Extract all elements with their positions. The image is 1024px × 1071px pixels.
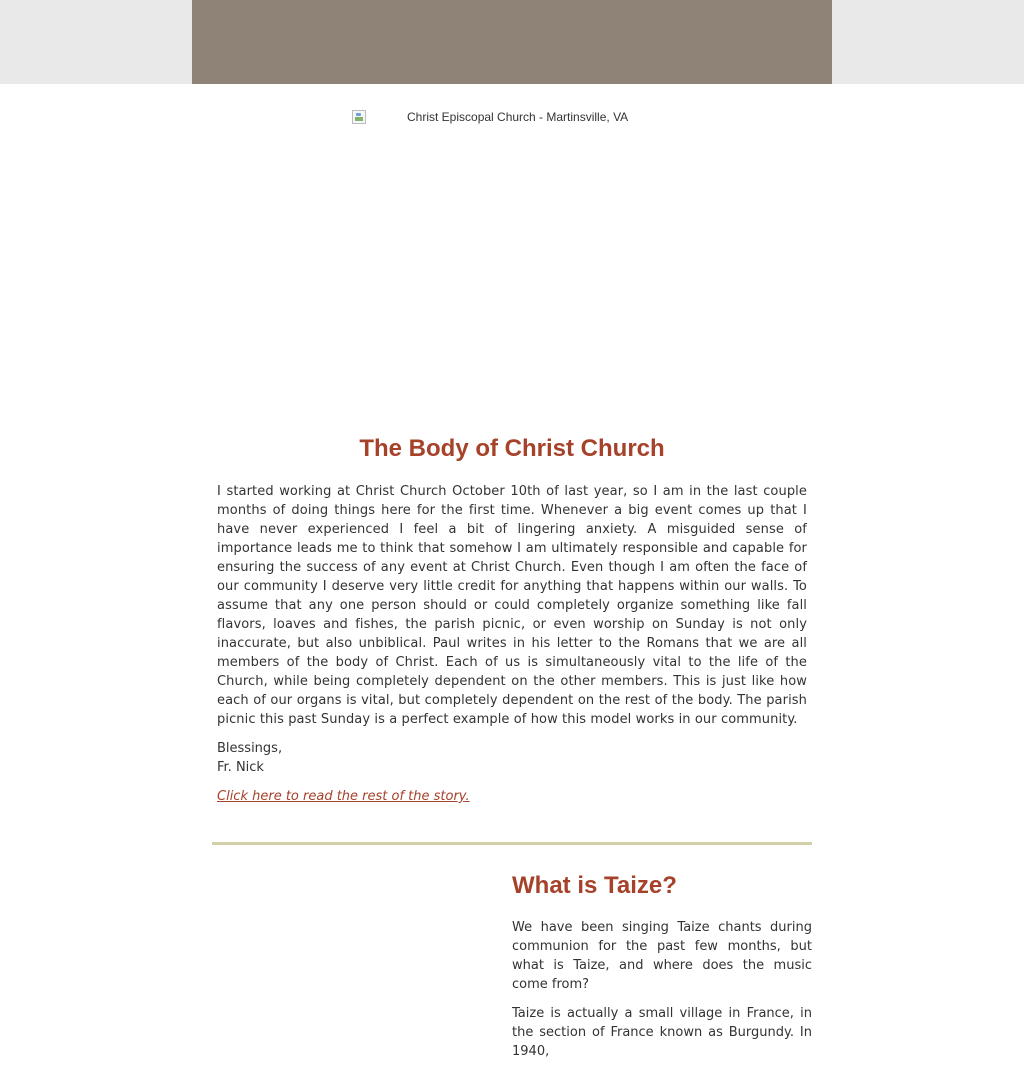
hero-image-alt-text: Christ Episcopal Church - Martinsville, VA — [407, 110, 629, 124]
section-paragraph-2: Taize is actually a small village in France, in the section of France known as Burgundy. In 1940, — [512, 1006, 812, 1059]
article-signoff — [217, 739, 807, 777]
section-title: What is Taize? — [512, 872, 677, 899]
section-divider — [212, 842, 812, 845]
article-paragraph: I started working at Christ Church October 10th of last year, so I am in the last couple months of doing things here for the first time. Whenever a big event comes up that I have never experienced I feel a bit of lingering anxiety. A misguided sense of importance leads me to think that somehow I am ultimately responsible and capable for ensuring the success of any event at Christ Church. Even though I am often the face of our community I deserve very little credit for anything that happens within our walls. To assume that any one person should or could completely organize something like fall flavors, loaves and fishes, the parish picnic, or even worship on Sunday is not only inaccurate, but also unbiblical. Paul writes in his letter to the Romans that we are all members of the body of Christ. Each of us is simultaneously vital to the life of the Church, while being completely dependent on the other members. This is just like how each of our organs is vital, but completely dependent on the rest of the body. The parish picnic this past Sunday is a perfect example of how this model works in our community. — [217, 484, 807, 727]
closing-text: Blessings, — [217, 741, 283, 756]
signature-text: Fr. Nick — [217, 760, 264, 775]
article-body-of-christ — [217, 432, 807, 806]
read-more-link[interactable]: Click here to read the rest of the story. — [217, 789, 470, 804]
article-what-is-taize — [512, 870, 812, 1071]
email-header-banner — [192, 0, 832, 84]
hero-image — [352, 108, 672, 408]
section-paragraph-1: We have been singing Taize chants during communion for the past few months, but what is Taize, and where does the music come from? — [512, 920, 812, 992]
article-title: The Body of Christ Church — [359, 435, 665, 462]
broken-image-icon — [352, 110, 366, 124]
